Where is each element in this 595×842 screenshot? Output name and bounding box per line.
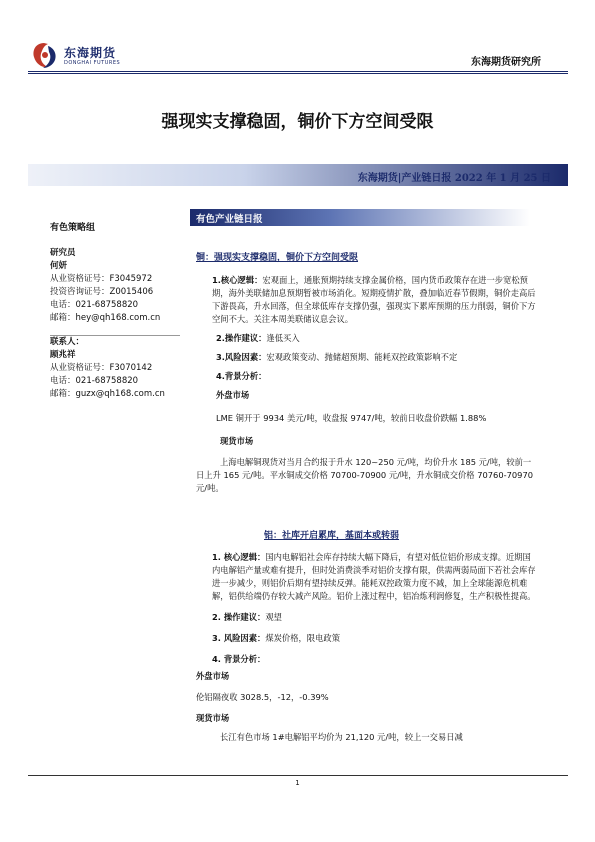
- copper-risk-label: 3.风险因素：: [216, 352, 267, 362]
- copper-logic-text: 宏观面上，通胀预期持续支撑金属价格，国内货币政策存在进一步宽松预期，海外美联储加息预期暂被市场消化。短期疫情扩散，叠加临近春节假期，铜价走高后下游畏高，升水回落，但全球低库存支撑仍强，强现实下累库预期的压力削弱，铜价下方空间不大。关注本周美联储议息会议。: [212, 275, 536, 324]
- researcher-email: 邮箱：hey@qh168.com.cn: [50, 313, 161, 323]
- aluminum-ext-text: 伦铝隔夜收 3028.5，-12，-0.39%: [196, 692, 329, 702]
- copper-spot-label: 现货市场: [220, 436, 254, 446]
- aluminum-op-text: 观望: [265, 612, 282, 622]
- contact-license: 从业资格证号：F3070142: [50, 363, 153, 373]
- aluminum-operation: [196, 611, 536, 624]
- researcher-advisory-license: 投资咨询证号：Z0015406: [50, 287, 154, 297]
- contact-name: 顾兆祥: [50, 350, 76, 360]
- header-divider: [28, 71, 568, 72]
- copper-op-text: 逢低买入: [266, 333, 300, 343]
- report-banner-text: 东海期货|产业链日报 2022 年 1 月 25 日: [357, 173, 551, 184]
- researcher-phone: 电话：021-68758820: [50, 300, 139, 310]
- aluminum-risk-label: 3. 风险因素：: [212, 633, 266, 643]
- logo-subtext: DONGHAI FUTURES: [64, 60, 121, 66]
- copper-op-label: 2.操作建议：: [216, 333, 267, 343]
- aluminum-spot-text: 长江有色市场 1#电解铝平均价为 21,120 元/吨，较上一交易日减: [220, 732, 463, 742]
- researcher-license: 从业资格证号：F3045972: [50, 274, 153, 284]
- logo-mark-icon: [28, 40, 62, 72]
- copper-heading[interactable]: 铜：强现实支撑稳固，铜价下方空间受限: [196, 253, 359, 263]
- sidebar-group: 有色策略组: [50, 223, 96, 233]
- copper-risk: [196, 351, 536, 364]
- aluminum-logic-text: 国内电解铝社会库存持续大幅下降后，有望对低位铝价形成支撑。近期国内电解铝产量或难有提升，但时处消费淡季对铝价支撑有限，供需两弱局面下若社会库存进一步减少，则铝价后期有望持续反弹。能耗双控政策力度不减，加上全球能源危机难解，铝供给端仍存较大减产风险。铝价上涨过程中，铝冶炼利润修复，生产积极性提高。: [212, 552, 536, 601]
- header-institute: 东海期货研究所: [471, 57, 541, 68]
- copper-logic-label: 1.核心逻辑：: [212, 275, 263, 285]
- aluminum-op-label: 2. 操作建议：: [212, 612, 266, 622]
- aluminum-risk: [196, 632, 536, 645]
- copper-operation: [196, 332, 536, 345]
- copper-ext-text: LME 铜开于 9934 美元/吨，收盘报 9747/吨，较前日收盘价跌幅 1.88%: [216, 413, 487, 423]
- aluminum-heading[interactable]: 铝：社库开启累库，基面本或转弱: [264, 531, 400, 541]
- contact-label: 联系人：: [50, 337, 85, 347]
- aluminum-risk-text: 煤炭价格，限电政策: [265, 633, 340, 643]
- copper-bg-label: 4.背景分析：: [216, 371, 267, 381]
- logo-text: 东海期货: [64, 46, 117, 60]
- aluminum-logic-label: 1. 核心逻辑：: [212, 552, 266, 562]
- copper-section: [196, 252, 536, 495]
- header-divider-secondary: [28, 73, 568, 74]
- copper-spot-text: 上海电解铜现货对当月合约报于升水 120~250 元/吨，均价升水 185 元/吨，较前一日上升 165 元/吨。平水铜成交价格 70700-70900 元/吨，升水铜成交价格 70760-70970 元/吨。: [196, 457, 534, 493]
- contact-email: 邮箱：guzx@qh168.com.cn: [50, 389, 165, 399]
- page-number: 1: [295, 779, 300, 787]
- copper-logic: [196, 274, 536, 326]
- footer-divider: [28, 775, 568, 776]
- aluminum-logic: [196, 551, 536, 603]
- copper-risk-text: 宏观政策变动、抛储超预期、能耗双控政策影响不定: [266, 352, 458, 362]
- contact-phone: 电话：021-68758820: [50, 376, 139, 386]
- aluminum-section: [196, 530, 536, 744]
- copper-ext-label: 外盘市场: [216, 390, 250, 400]
- sidebar: [50, 222, 190, 401]
- aluminum-ext-label: 外盘市场: [196, 671, 230, 681]
- section-header-title: 有色产业链日报: [196, 214, 263, 225]
- aluminum-spot-label: 现货市场: [196, 713, 230, 723]
- researcher-name: 何妍: [50, 261, 68, 271]
- report-title: 强现实支撑稳固，铜价下方空间受限: [161, 112, 434, 132]
- aluminum-bg-label: 4. 背景分析：: [212, 654, 266, 664]
- researcher-label: 研究员: [50, 248, 76, 258]
